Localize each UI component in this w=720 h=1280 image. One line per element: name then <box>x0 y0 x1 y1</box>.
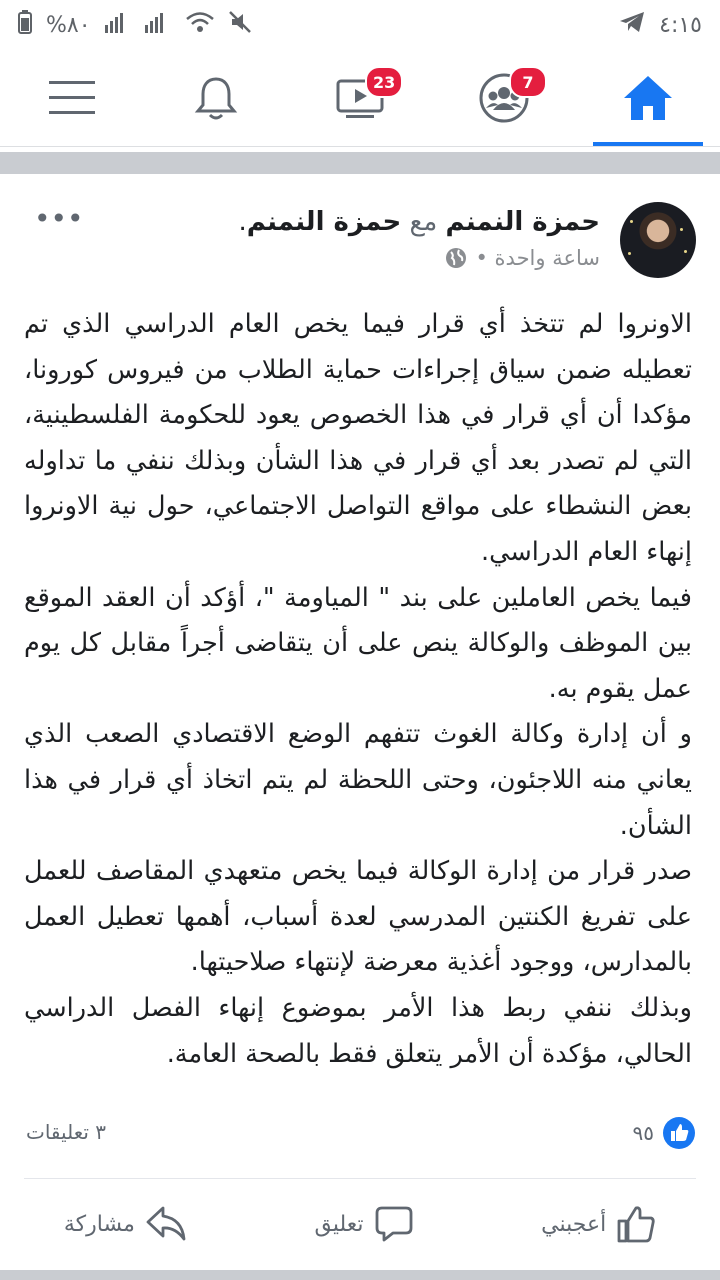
battery-percent: %٨٠ <box>46 12 91 38</box>
reactions-summary <box>0 1108 720 1164</box>
status-bar <box>0 0 720 50</box>
like-reaction-icon <box>662 1116 696 1150</box>
tagged-name[interactable]: حمزة النمنم <box>246 207 402 237</box>
status-left <box>18 10 251 40</box>
like-count[interactable] <box>633 1116 696 1150</box>
videos-tab[interactable] <box>305 50 415 146</box>
avatar-sparkle <box>680 228 683 231</box>
status-right <box>619 11 702 39</box>
videos-badge: 23 <box>365 66 403 98</box>
author-line-period: . <box>238 207 247 237</box>
author-line <box>239 204 601 240</box>
top-navigation <box>0 50 720 147</box>
wifi-icon <box>185 11 215 39</box>
like-label: أعجبني <box>541 1211 607 1237</box>
thumbs-up-icon <box>616 1205 656 1243</box>
next-post-separator <box>0 1270 720 1280</box>
actions-divider <box>24 1178 696 1179</box>
feed-post <box>0 174 720 1270</box>
battery-icon <box>18 10 32 40</box>
menu-tab[interactable] <box>17 50 127 146</box>
avatar-sparkle <box>630 220 633 223</box>
bell-icon <box>194 75 238 121</box>
signal-icon-2 <box>145 11 171 39</box>
hamburger-icon <box>49 81 95 115</box>
mute-icon <box>229 11 251 39</box>
clock-time: ٤:١٥ <box>659 12 702 38</box>
avatar-sparkle <box>684 250 687 253</box>
feed-separator <box>0 152 720 174</box>
more-options-button[interactable]: ••• <box>34 202 84 235</box>
post-header <box>24 198 696 282</box>
home-icon <box>622 74 674 122</box>
post-text: الاونروا لم تتخذ أي قرار فيما يخص العام الدراسي الذي تم تعطيله ضمن سياق إجراءات حماية الطلاب من فيروس كورونا، مؤكدا أن أي قرار في هذا الخصوص يعود للحكومة الفلسطينية، التي لم تصدر بعد أي قرار في هذا الشأن وبذلك ننفي ما تداوله بعض النشطاء على مواقع التواصل الاجتماعي، حول نية الاونروا إنهاء العام الدراسي. فيما يخص العاملين على بند " المياومة "، أؤكد أن العقد الموقع بين الموظف والوكالة ينص على أن يتقاضى أجراً مقابل كل يوم عمل يقوم به. و أن إدارة وكالة الغوث تتفهم الوضع الاقتصادي الصعب الذي يعاني منه اللاجئون، وحتى اللحظة لم يتم اتخاذ أي قرار في هذا الشأن. صدر قرار من إدارة الوكالة فيما يخص متعهدي المقاصف للعمل على تفريغ الكنتين المدرسي لعدة أسباب، أهمها تعطيل العمل بالمدارس، ووجود أغذية معرضة لإنتهاء صلاحيتها. وبذلك ننفي ربط هذا الأمر بموضوع إنهاء الفصل الدراسي الحالي، مؤكدة أن الأمر يتعلق فقط بالصحة العامة. <box>24 309 692 1069</box>
home-tab[interactable] <box>593 50 703 146</box>
globe-icon <box>445 247 467 269</box>
with-word: مع <box>409 207 438 237</box>
time-line <box>239 246 601 270</box>
share-icon <box>145 1205 187 1243</box>
like-button[interactable] <box>541 1205 656 1243</box>
avatar[interactable] <box>620 202 696 278</box>
share-label: مشاركة <box>63 1211 135 1237</box>
comment-icon <box>374 1205 414 1243</box>
post-meta <box>239 204 601 270</box>
groups-badge: 7 <box>509 66 547 98</box>
like-count-value: ٩٥ <box>632 1121 654 1145</box>
telegram-icon <box>619 11 645 39</box>
comment-count[interactable]: ٣ تعليقات <box>26 1120 107 1144</box>
avatar-sparkle <box>628 252 631 255</box>
post-actions <box>0 1184 720 1264</box>
notifications-tab[interactable] <box>161 50 271 146</box>
signal-icon <box>105 11 131 39</box>
author-name[interactable]: حمزة النمنم <box>445 207 600 237</box>
groups-tab[interactable] <box>449 50 559 146</box>
post-timestamp[interactable]: ساعة واحدة • <box>475 246 600 270</box>
comment-label: تعليق <box>314 1211 364 1237</box>
comment-button[interactable] <box>314 1205 413 1243</box>
share-button[interactable] <box>64 1205 187 1243</box>
